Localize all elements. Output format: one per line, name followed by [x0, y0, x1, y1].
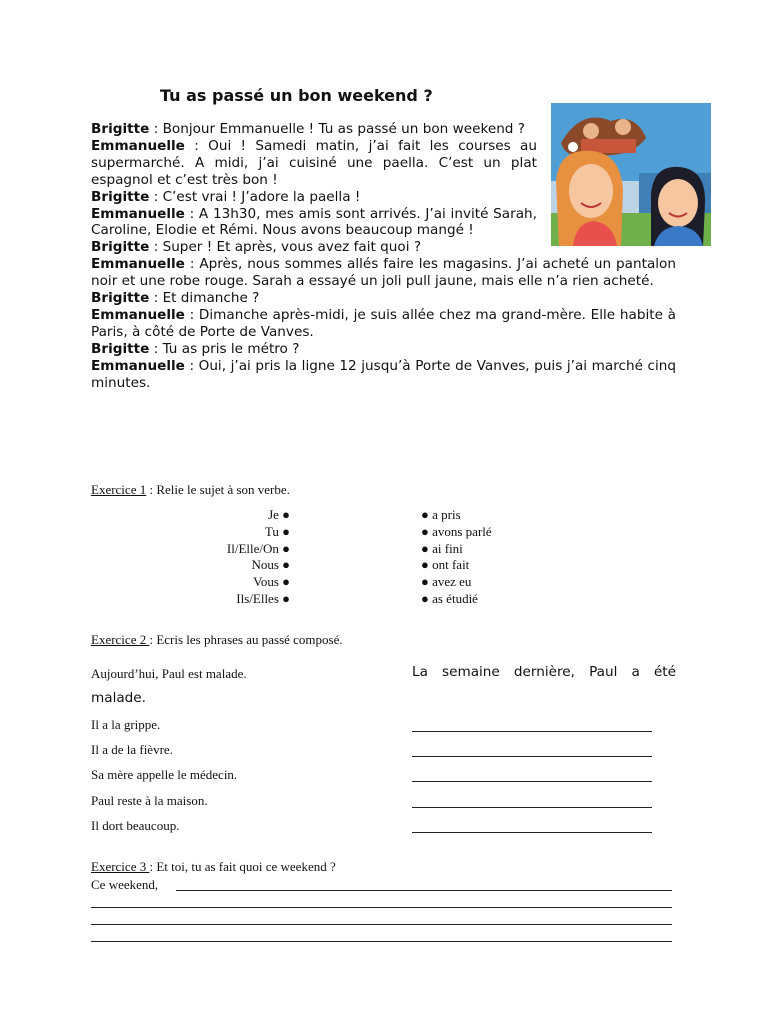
answer-line[interactable]	[412, 756, 652, 757]
speaker: Brigitte	[91, 239, 150, 256]
exercise2-label: Exercice 2	[91, 632, 150, 647]
subject-item: Je ●	[268, 507, 290, 522]
subject-item: Il/Elle/On ●	[226, 541, 290, 556]
exercise1-instruction: : Relie le sujet à son verbe.	[146, 482, 290, 497]
line-text: : Oui, j’ai pris la ligne 12 jusqu’à Porte de Vanves, puis j’ai marché cinq minutes.	[91, 357, 676, 391]
speaker: Brigitte	[91, 290, 150, 307]
speaker: Emmanuelle	[91, 205, 185, 222]
exercise3-label: Exercice 3	[91, 859, 150, 874]
exercise3-heading	[91, 859, 336, 875]
speaker: Brigitte	[91, 121, 150, 137]
exercise1-heading	[91, 482, 290, 498]
line-text: : C’est vrai ! J’adore la paella !	[149, 188, 361, 205]
exercise2-heading	[91, 632, 343, 648]
sentence-item: Il dort beaucoup.	[91, 818, 180, 833]
dialogue-line	[91, 206, 537, 240]
exercise2-intro-past: La semaine dernière, Paul a été	[412, 664, 676, 680]
line-text: : Dimanche après-midi, je suis allée chez ma grand-mère. Elle habite à Paris, à côté de Porte de Vanves.	[91, 306, 676, 340]
line-text: : Super ! Et après, vous avez fait quoi ?	[149, 239, 422, 256]
exercise2-intro-past-cont: malade.	[91, 690, 146, 706]
exercise2-instruction: : Ecris les phrases au passé composé.	[149, 632, 343, 647]
dialogue-line	[91, 189, 537, 206]
exercise3-instruction: : Et toi, tu as fait quoi ce weekend ?	[149, 859, 336, 874]
speaker: Brigitte	[91, 340, 150, 357]
line-text: : A 13h30, mes amis sont arrivés. J’ai invité Sarah, Caroline, Elodie et Rémi. Nous avons beaucoup mangé !	[91, 205, 537, 239]
answer-line[interactable]	[412, 832, 652, 833]
line-text: : Tu as pris le métro ?	[149, 340, 300, 357]
exercise3-start: Ce weekend,	[91, 877, 159, 892]
dialogue-line	[91, 138, 537, 189]
sentence-item: Il a la grippe.	[91, 717, 161, 732]
verb-item: ● as étudié	[421, 591, 478, 606]
sentence-item: Sa mère appelle le médecin.	[91, 767, 238, 782]
writing-line[interactable]	[91, 941, 672, 942]
subject-item: Ils/Elles ●	[236, 591, 290, 606]
verb-item: ● avons parlé	[421, 524, 492, 539]
exercise1-label: Exercice 1	[91, 482, 147, 497]
worksheet-title: Tu as passé un bon weekend ?	[160, 86, 433, 105]
answer-line[interactable]	[412, 807, 652, 808]
verb-item: ● ont fait	[421, 557, 470, 572]
exercise2-intro: Aujourd’hui, Paul est malade.	[91, 666, 247, 681]
speaker: Emmanuelle	[91, 256, 185, 273]
sentence-item: Il a de la fièvre.	[91, 742, 173, 757]
verb-item: ● a pris	[421, 507, 461, 522]
speaker: Emmanuelle	[91, 357, 185, 374]
speaker: Emmanuelle	[91, 306, 185, 323]
speaker: Emmanuelle	[91, 137, 185, 154]
writing-line[interactable]	[91, 924, 672, 925]
line-text: : Et dimanche ?	[149, 290, 260, 307]
dialogue-line	[91, 307, 676, 341]
line-text: : Après, nous sommes allés faire les magasins. J’ai acheté un pantalon noir et une robe rouge. Sarah a essayé un joli pull jaune, mais elle n’a rien acheté.	[91, 256, 676, 290]
answer-line[interactable]	[412, 731, 652, 732]
subject-item: Tu ●	[264, 524, 290, 539]
subject-item: Vous ●	[253, 574, 290, 589]
answer-line[interactable]	[412, 781, 652, 782]
writing-line[interactable]	[91, 907, 672, 908]
subject-item: Nous ●	[251, 557, 290, 572]
writing-line[interactable]	[176, 890, 672, 891]
dialogue-line	[91, 341, 676, 358]
line-text: : Bonjour Emmanuelle ! Tu as passé un bon weekend ?	[149, 121, 525, 137]
dialogue-line	[91, 358, 676, 392]
speaker: Brigitte	[91, 188, 150, 205]
dialogue-line	[91, 121, 537, 138]
verb-item: ● ai fini	[421, 541, 463, 556]
verb-item: ● avez eu	[421, 574, 472, 589]
dialogue-line	[91, 256, 676, 290]
line-text: : Oui ! Samedi matin, j’ai fait les courses au supermarché. A midi, j’ai cuisiné une paella. C’est un plat espagnol et c’est très bon !	[91, 137, 537, 188]
dialogue-line	[91, 290, 676, 307]
sentence-item: Paul reste à la maison.	[91, 793, 208, 808]
two-girls-illustration	[551, 103, 711, 246]
